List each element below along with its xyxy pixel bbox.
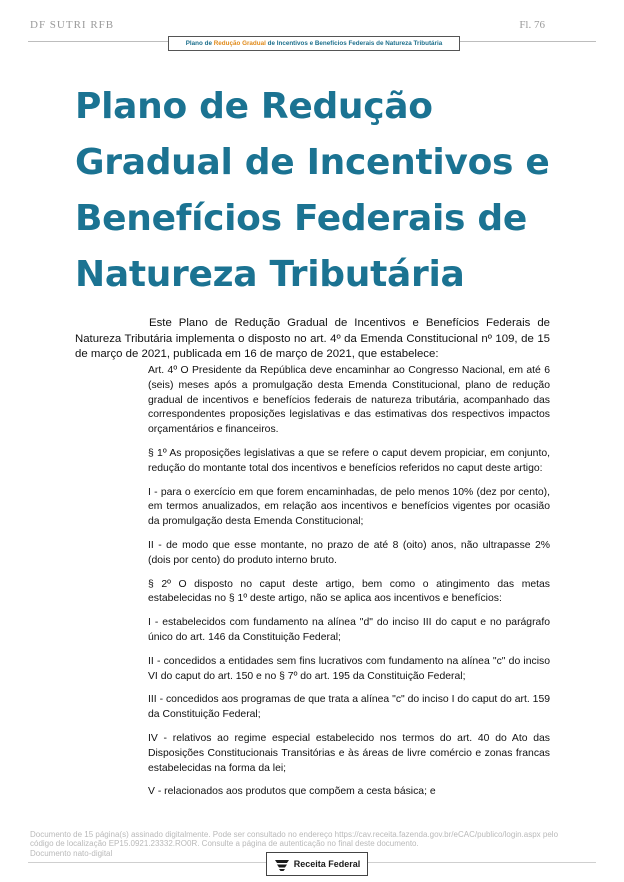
folio-number: Fl. 76 [519, 19, 545, 31]
footer-line-1: Documento de 15 página(s) assinado digitalmente. Pode ser consultado no endereço https://cav.receita.fazenda.gov.br/eCAC/publico/login.aspx pelo [30, 830, 559, 839]
quote-paragraph: IV - relativos ao regime especial estabelecido nos termos do art. 40 do Ato das Disposições Constitucionais Transitórias e às áreas de livre comércio e zonas francas estabelecidas na forma da lei; [148, 732, 550, 774]
quoted-article-block [148, 364, 550, 809]
intro-paragraph: Este Plano de Redução Gradual de Incentivos e Benefícios Federais de Natureza Tributária implementa o disposto no art. 4º da Emenda Constitucional nº 109, de 15 de março de 2021, publicada em 16 de março de 2021, que estabelece: [75, 317, 550, 361]
receita-federal-logo [266, 852, 368, 876]
quote-paragraph: II - concedidos a entidades sem fins lucrativos com fundamento na alínea "c" do inciso VI do caput do art. 150 e no § 7º do art. 195 da Constituição Federal; [148, 655, 550, 682]
banner-text-highlight: Redução Gradual [213, 40, 266, 47]
quote-paragraph: II - de modo que esse montante, no prazo de até 8 (oito) anos, não ultrapasse 2% (dois por cento) do produto interno bruto. [148, 539, 550, 566]
quote-paragraph: § 2º O disposto no caput deste artigo, bem como o atingimento das metas estabelecidas no § 1º deste artigo, não se aplica aos incentivos e benefícios: [148, 578, 550, 605]
quote-paragraph: I - para o exercício em que forem encaminhadas, de pelo menos 10% (dez por cento), em termos anualizados, em relação aos incentivos e benefícios vigentes por ocasião da promulgação desta Emenda Constitucional; [148, 486, 550, 528]
banner-text-pre: Plano de [185, 40, 214, 47]
footer-line-2: código de localização EP15.0921.23332.RO0R. Consulte a página de autenticação no final deste documento. [30, 839, 419, 849]
quote-paragraph: III - concedidos aos programas de que trata a alínea "c" do inciso I do caput do art. 159 da Constituição Federal; [148, 694, 550, 721]
logo-label: Receita Federal [293, 859, 361, 869]
document-title: Plano de Redução Gradual de Incentivos e Benefícios Federais de Natureza Tributária [75, 86, 550, 295]
quote-paragraph: V - relacionados aos produtos que compõem a cesta básica; e [148, 786, 436, 798]
quote-paragraph: I - estabelecidos com fundamento na alínea "d" do inciso III do caput e no parágrafo único do art. 146 da Constituição Federal; [148, 617, 550, 643]
footer-line-3: Documento nato-digital [30, 848, 113, 858]
receita-federal-emblem-icon [274, 857, 290, 871]
quote-paragraph: Art. 4º O Presidente da República deve encaminhar ao Congresso Nacional, em até 6 (seis) meses após a promulgação desta Emenda Constitucional, plano de redução gradual de incentivos e benefícios federais de natureza tributária, acompanhado das correspondentes proposições legislativas e das estimativas dos respectivos impactos orçamentários e financeiros. [148, 365, 550, 436]
running-header-banner [168, 36, 460, 51]
quote-paragraph: § 1º As proposições legislativas a que se refere o caput devem propiciar, em conjunto, redução do montante total dos incentivos e benefícios referidos no caput deste artigo: [148, 447, 550, 474]
document-origin-label: DF SUTRI RFB [30, 19, 115, 31]
banner-text-post: de Incentivos e Benefícios Federais de Natureza Tributária [265, 40, 443, 47]
